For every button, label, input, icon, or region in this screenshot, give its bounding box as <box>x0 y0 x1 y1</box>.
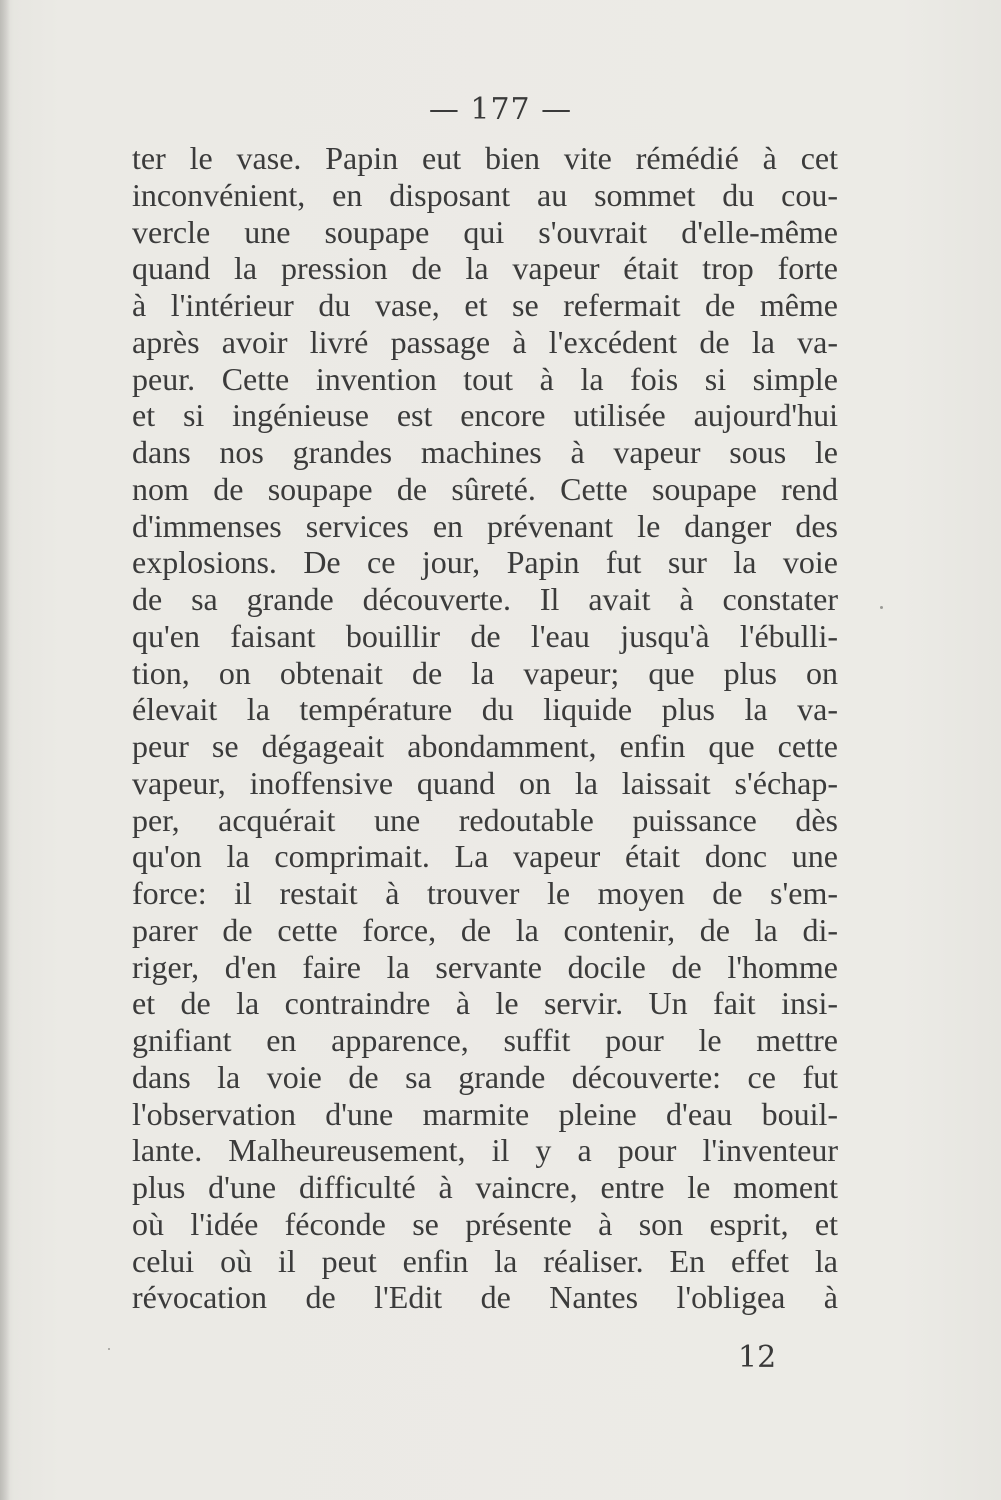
text-line: nom de soupape de sûreté. Cette soupape rend <box>132 470 838 507</box>
text-line: dans nos grandes machines à vapeur sous le <box>132 434 838 470</box>
paper-speck <box>880 606 883 609</box>
text-line: parer de cette force, de la contenir, de la di- <box>132 911 838 948</box>
text-line: celui où il peut enfin la réaliser. En effet la <box>132 1242 838 1279</box>
text-line: d'immenses services en prévenant le danger des <box>132 507 838 544</box>
text-line: ter le vase. Papin eut bien vite rémédié à cet <box>132 140 838 176</box>
text-line: per, acquérait une redoutable puissance dès <box>132 801 838 838</box>
text-line: riger, d'en faire la servante docile de l'homme <box>132 948 838 985</box>
paper-speck <box>108 1348 110 1350</box>
text-line: explosions. De ce jour, Papin fut sur la voie <box>132 544 838 581</box>
text-line: révocation de l'Edit de Nantes l'obligea à <box>132 1279 838 1316</box>
text-line: à l'intérieur du vase, et se refermait de même <box>132 287 838 323</box>
text-line: vercle une soupape qui s'ouvrait d'elle-même <box>132 213 838 250</box>
text-line: et de la contraindre à le servir. Un fait insi- <box>132 985 838 1022</box>
text-line: où l'idée féconde se présente à son esprit, et <box>132 1205 838 1242</box>
text-line: élevait la température du liquide plus la va- <box>132 691 838 728</box>
signature-mark: 12 <box>738 1340 777 1375</box>
text-line: vapeur, inoffensive quand on la laissait s'échap- <box>132 764 838 801</box>
text-line: de sa grande découverte. Il avait à constater <box>132 581 838 617</box>
text-line: l'observation d'une marmite pleine d'eau bouil- <box>132 1095 838 1132</box>
text-line: après avoir livré passage à l'excédent de la va- <box>132 323 838 360</box>
text-line: dans la voie de sa grande découverte: ce fut <box>132 1058 838 1095</box>
text-line: qu'en faisant bouillir de l'eau jusqu'à l'ébulli- <box>132 617 838 654</box>
text-line: tion, on obtenait de la vapeur; que plus on <box>132 654 838 691</box>
text-line: peur se dégageait abondamment, enfin que cette <box>132 728 838 764</box>
text-line: et si ingénieuse est encore utilisée aujourd'hui <box>132 397 838 434</box>
text-line: peur. Cette invention tout à la fois si simple <box>132 360 838 397</box>
text-line: quand la pression de la vapeur était trop forte <box>132 250 838 287</box>
text-line: qu'on la comprimait. La vapeur était donc une <box>132 838 838 875</box>
text-line: inconvénient, en disposant au sommet du cou- <box>132 176 838 213</box>
text-line: plus d'une difficulté à vaincre, entre le moment <box>132 1169 838 1205</box>
text-line: force: il restait à trouver le moyen de s'em- <box>132 875 838 911</box>
page-number: — 177 — <box>428 92 573 127</box>
body-text <box>132 140 838 1316</box>
spine-shadow <box>0 0 10 1500</box>
text-line: lante. Malheureusement, il y a pour l'inventeur <box>132 1132 838 1169</box>
text-line: gnifiant en apparence, suffit pour le mettre <box>132 1022 838 1058</box>
